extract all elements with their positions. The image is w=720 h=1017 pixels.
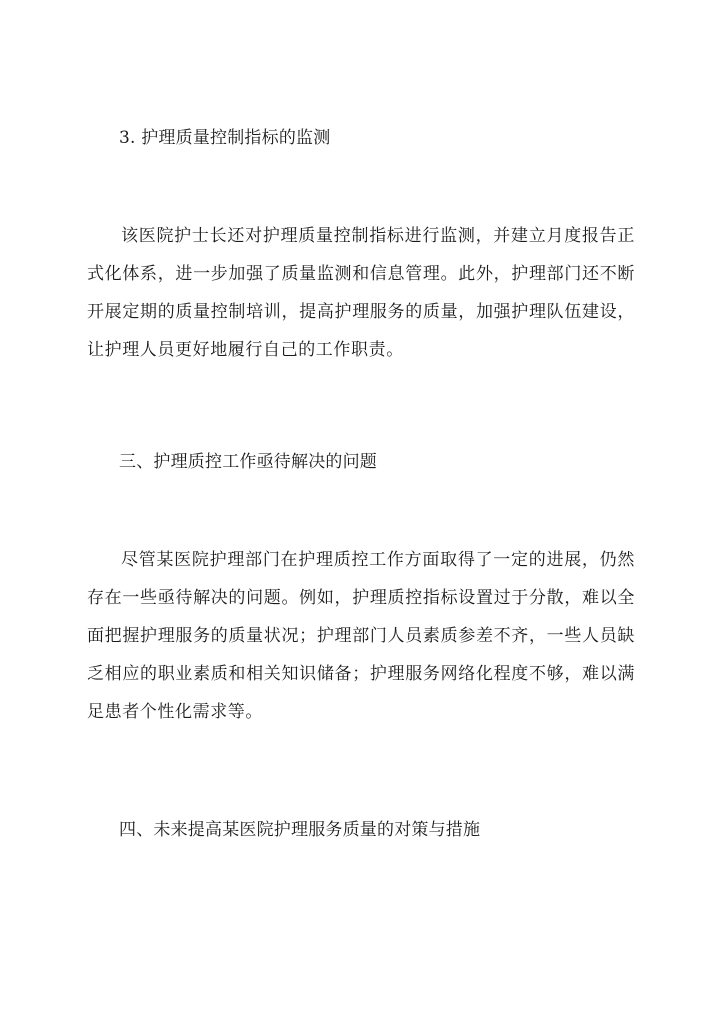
section-heading-measures: 四、未来提高某医院护理服务质量的对策与措施 <box>119 820 481 840</box>
paragraph-monitoring: 该医院护士长还对护理质量控制指标进行监测，并建立月度报告正式化体系，进一步加强了质量监测和信息管理。此外，护理部门还不断开展定期的质量控制培训，提高护理服务的质量，加强护理队伍建设，让护理人员更好地履行自己的工作职责。 <box>87 226 635 360</box>
section-heading-problems: 三、护理质控工作亟待解决的问题 <box>119 452 377 472</box>
section-heading-monitoring: 3. 护理质量控制指标的监测 <box>119 128 331 148</box>
paragraph-problems: 尽管某医院护理部门在护理质控工作方面取得了一定的进展，仍然存在一些亟待解决的问题。例如，护理质控指标设置过于分散，难以全面把握护理服务的质量状况；护理部门人员素质参差不齐，一些人员缺乏相应的职业素质和相关知识储备；护理服务网络化程度不够，难以满足患者个性化需求等。 <box>87 550 635 722</box>
